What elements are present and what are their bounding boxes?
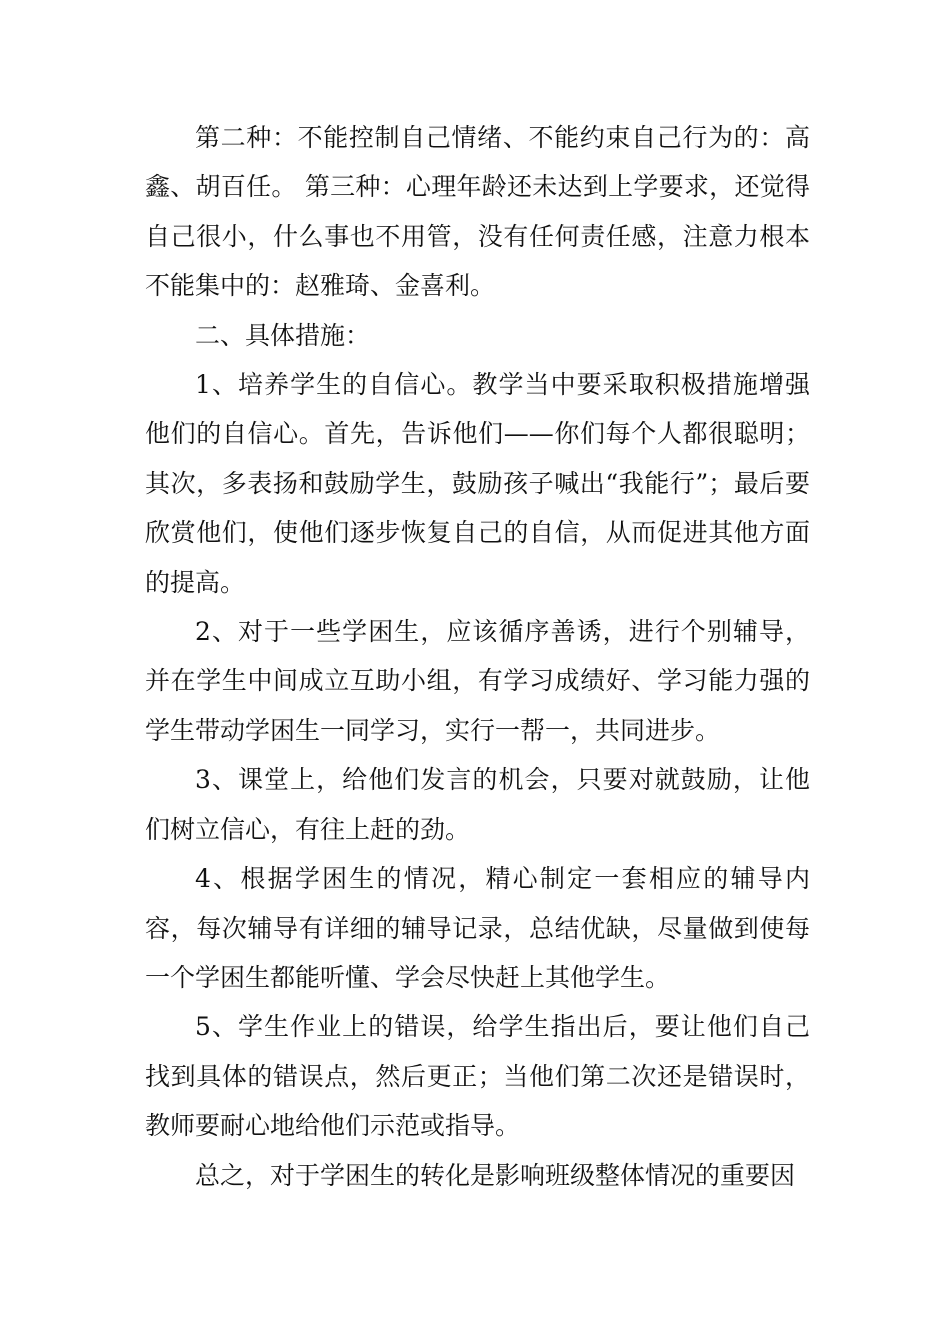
paragraph-summary: 总之，对于学困生的转化是影响班级整体情况的重要因 <box>195 1160 796 1190</box>
paragraph-measure-3: 3、课堂上，给他们发言的机会，只要对就鼓励，让他们树立信心，有往上赶的劲。 <box>145 765 810 844</box>
paragraph-measure-5: 5、学生作业上的错误，给学生指出后，要让他们自己找到具体的错误点，然后更正；当他们第二次还是错误时，教师要耐心地给他们示范或指导。 <box>145 1012 810 1141</box>
section-heading-measures: 二、具体措施： <box>195 320 371 350</box>
paragraph-categories: 第二种：不能控制自己情绪、不能约束自己行为的：高鑫、胡百任。 第三种：心理年龄还未达到上学要求，还觉得自己很小，什么事也不用管，没有任何责任感，注意力根本不能集中的：赵雅琦、金喜利。 <box>145 123 810 301</box>
paragraph-measure-1: 1、培养学生的自信心。教学当中要采取积极措施增强他们的自信心。首先，告诉他们——你们每个人都很聪明；其次，多表扬和鼓励学生，鼓励孩子喊出“我能行”；最后要欣赏他们，使他们逐步恢复自己的自信，从而促进其他方面的提高。 <box>145 370 810 597</box>
paragraph-measure-4: 4、根据学困生的情况，精心制定一套相应的辅导内容，每次辅导有详细的辅导记录，总结优缺，尽量做到使每一个学困生都能听懂、学会尽快赶上其他学生。 <box>145 864 810 992</box>
document-body <box>145 113 810 1200</box>
paragraph-measure-2: 2、对于一些学困生，应该循序善诱，进行个别辅导，并在学生中间成立互助小组，有学习成绩好、学习能力强的学生带动学困生一同学习，实行一帮一，共同进步。 <box>145 617 810 745</box>
